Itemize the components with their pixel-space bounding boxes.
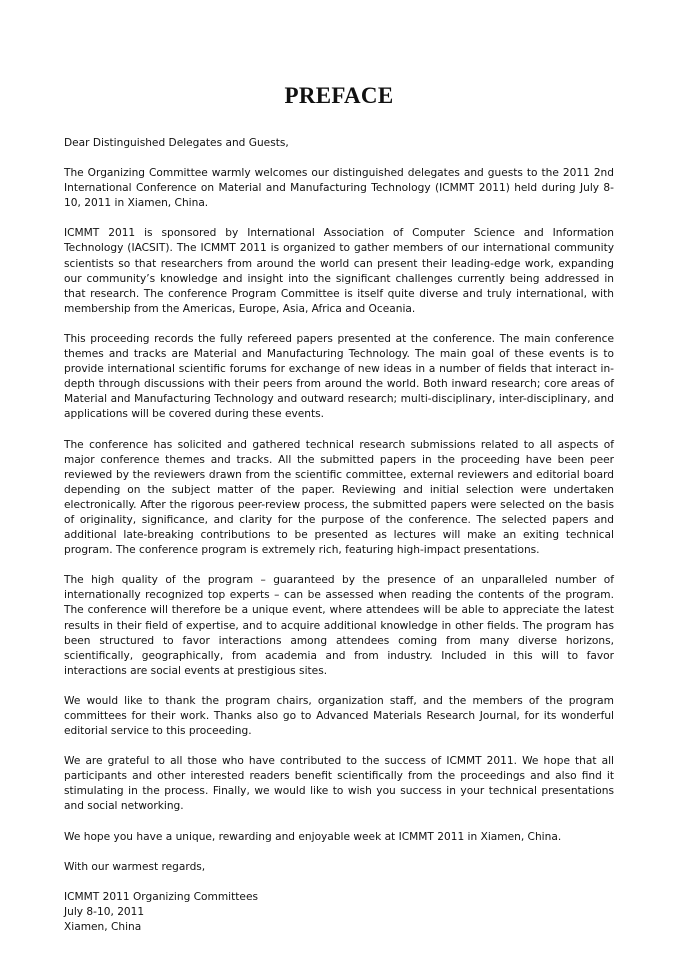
signature-organization: ICMMT 2011 Organizing Committees (64, 890, 258, 903)
document-page (64, 82, 614, 935)
closing: With our warmest regards, (64, 860, 206, 873)
signature-dates: July 8-10, 2011 (64, 905, 145, 918)
paragraph-wishes: We hope you have a unique, rewarding and enjoyable week at ICMMT 2011 in Xiamen, China. (64, 830, 562, 843)
paragraph-program-quality: The high quality of the program – guaranteed by the presence of an unparalleled number of internationally recognized top experts – can be assessed when reading the contents of the program. The conference will therefore be a unique event, where attendees will be able to appreciate the latest results in their field of expertise, and to acquire additional knowledge in other fields. The program has been structured to favor interactions among attendees coming from many diverse horizons, scientifically, geographically, from academia and from industry. Included in this will to favor interactions are social events at prestigious sites. (64, 574, 614, 677)
signature-location: Xiamen, China (64, 920, 142, 933)
paragraph-review-process: The conference has solicited and gathered technical research submissions related to all aspects of major conference themes and tracks. All the submitted papers in the proceeding have been peer reviewed by the reviewers drawn from the scientific committee, external reviewers and editorial board depending on the subject matter of the paper. Reviewing and initial selection were undertaken electronically. After the rigorous peer-review process, the submitted papers were selected on the basis of originality, significance, and clarity for the purpose of the conference. The selected papers and additional late-breaking contributions to be presented as lectures will make an exiting technical program. The conference program is extremely rich, featuring high-impact presentations. (64, 438, 614, 557)
paragraph-sponsorship: ICMMT 2011 is sponsored by International Association of Computer Science and Information Technology (IACSIT). The ICMMT 2011 is organized to gather members of our international community scientists so that researchers from around the world can present their leading-edge work, expanding our community’s knowledge and insight into the significant challenges currently being addressed in that research. The conference Program Committee is itself quite diverse and truly international, with membership from the Americas, Europe, Asia, Africa and Oceania. (64, 227, 614, 315)
paragraph-proceeding: This proceeding records the fully refereed papers presented at the conference. The main conference themes and tracks are Material and Manufacturing Technology. The main goal of these events is to provide international scientific forums for exchange of new ideas in a number of fields that interact in-depth through discussions with their peers from around the world. Both inward research; core areas of Material and Manufacturing Technology and outward research; multi-disciplinary, inter-disciplinary, and applications will be covered during these events. (64, 332, 614, 421)
paragraph-thanks: We would like to thank the program chairs, organization staff, and the members of the program committees for their work. Thanks also go to Advanced Materials Research Journal, for its wonderful editorial service to this proceeding. (64, 694, 614, 738)
signature-block (64, 890, 614, 935)
salutation: Dear Distinguished Delegates and Guests, (64, 137, 289, 149)
paragraph-gratitude: We are grateful to all those who have contributed to the success of ICMMT 2011. We hope that all participants and other interested readers benefit scientifically from the proceedings and also find it stimulating in the process. Finally, we would like to wish you success in your technical presentations and social networking. (64, 755, 614, 813)
paragraph-welcome: The Organizing Committee warmly welcomes our distinguished delegates and guests to the 2011 2nd International Conference on Material and Manufacturing Technology (ICMMT 2011) held during July 8-10, 2011 in Xiamen, China. (64, 167, 614, 210)
page-title: PREFACE (284, 83, 394, 108)
